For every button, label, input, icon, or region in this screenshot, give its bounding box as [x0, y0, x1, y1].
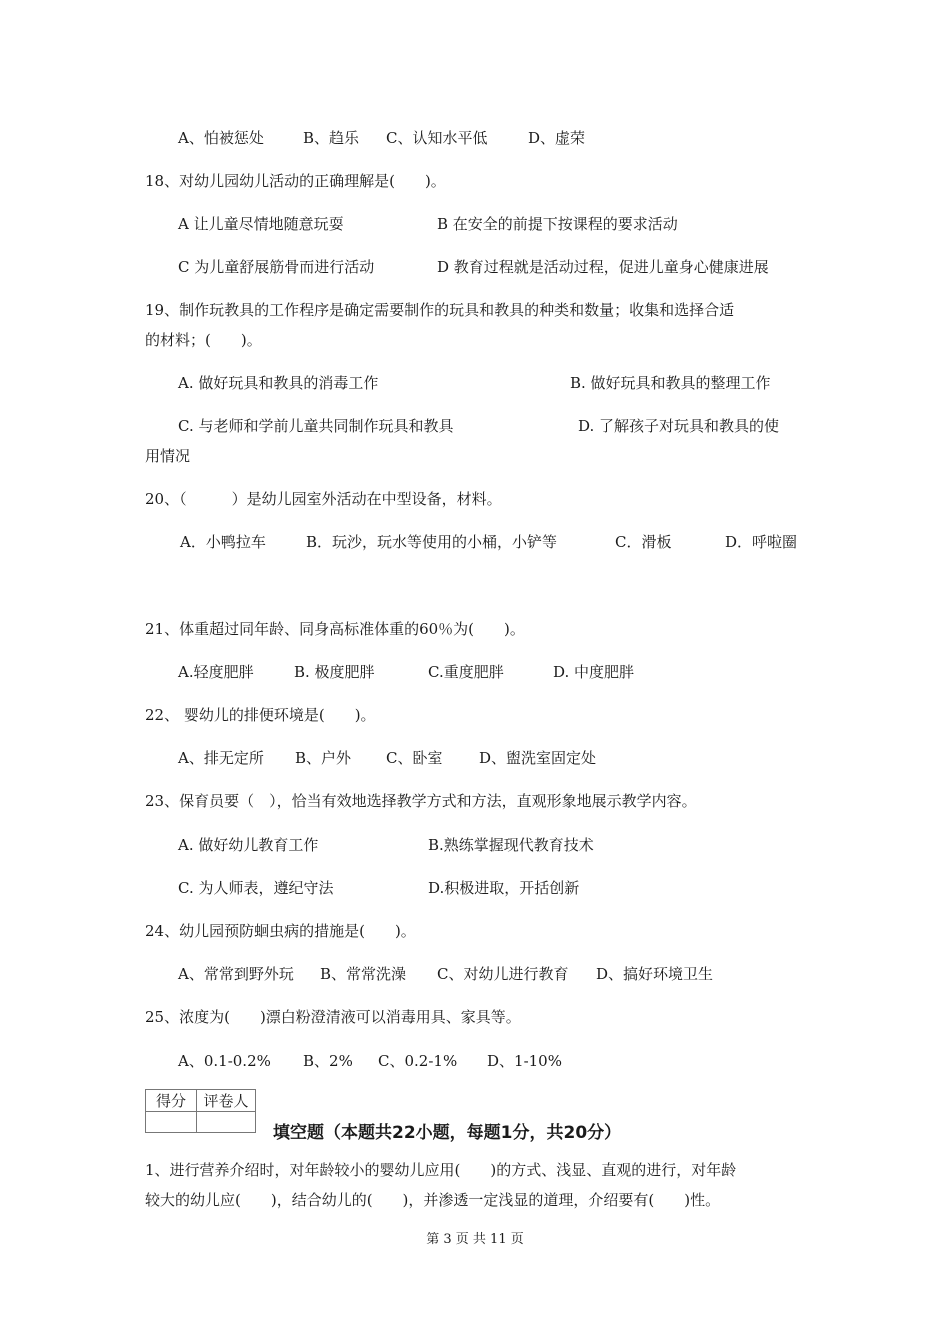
section-title: 填空题（本题共22小题，每题1分，共20分）	[273, 1123, 622, 1143]
q17-option-a: A、怕被惩处	[178, 129, 264, 147]
q22-option-d: D、盥洗室固定处	[479, 749, 597, 767]
q25-option-c: C、0.2-1%	[378, 1052, 458, 1070]
q19-option-b: B. 做好玩具和教具的整理工作	[570, 374, 771, 392]
score-cell	[146, 1112, 197, 1133]
q19-stem-line2: 的材料；( )。	[145, 331, 262, 349]
q18-option-d: D 教育过程就是活动过程，促进儿童身心健康进展	[437, 258, 769, 276]
page-footer: 第 3 页 共 11 页	[426, 1232, 524, 1247]
q25-option-d: D、1-10%	[487, 1052, 562, 1070]
q19-option-d-continued: 用情况	[145, 447, 191, 465]
q20-option-d: D．呼啦圈	[725, 533, 798, 551]
q19-option-a: A. 做好玩具和教具的消毒工作	[178, 374, 379, 392]
q23-option-a: A. 做好幼儿教育工作	[178, 836, 319, 854]
q22-option-a: A、排无定所	[178, 749, 264, 767]
q17-option-b: B、趋乐	[303, 129, 360, 147]
q21-option-c: C.重度肥胖	[428, 663, 504, 681]
q18-option-a: A 让儿童尽情地随意玩耍	[178, 215, 344, 233]
q22-option-c: C、卧室	[386, 749, 443, 767]
q17-option-c: C、认知水平低	[386, 129, 488, 147]
q22-option-b: B、户外	[295, 749, 352, 767]
q21-option-a: A.轻度肥胖	[178, 663, 254, 681]
q21-option-b: B. 极度肥胖	[294, 663, 375, 681]
q25-option-b: B、2%	[303, 1052, 353, 1070]
q25-option-a: A、0.1-0.2%	[178, 1052, 271, 1070]
q22-stem: 22、 婴幼儿的排便环境是( )。	[145, 706, 376, 724]
q23-option-d: D.积极进取，开括创新	[428, 879, 580, 897]
fill1-line1: 1、进行营养介绍时，对年龄较小的婴幼儿应用( )的方式、浅显、直观的进行，对年龄	[145, 1161, 737, 1179]
q18-option-b: B 在安全的前提下按课程的要求活动	[437, 215, 678, 233]
q24-option-a: A、常常到野外玩	[178, 965, 294, 983]
q24-option-c: C、对幼儿进行教育	[437, 965, 569, 983]
score-label: 得分	[146, 1090, 197, 1112]
q19-option-d: D. 了解孩子对玩具和教具的使	[578, 417, 780, 435]
q20-option-b: B．玩沙，玩水等使用的小桶，小铲等	[306, 533, 558, 551]
q25-stem: 25、浓度为( )漂白粉澄清液可以消毒用具、家具等。	[145, 1008, 521, 1026]
q23-option-b: B.熟练掌握现代教育技术	[428, 836, 594, 854]
q18-stem: 18、对幼儿园幼儿活动的正确理解是( )。	[145, 172, 446, 190]
q24-option-b: B、常常洗澡	[320, 965, 407, 983]
q23-stem: 23、保育员要（ ），恰当有效地选择教学方式和方法，直观形象地展示教学内容。	[145, 792, 697, 810]
fill1-line2: 较大的幼儿应( )，结合幼儿的( )，并渗透一定浅显的道理，介绍要有( )性。	[145, 1191, 721, 1209]
q18-option-c: C 为儿童舒展筋骨而进行活动	[178, 258, 375, 276]
q20-stem: 20、（ ）是幼儿园室外活动在中型设备，材料。	[145, 490, 502, 508]
q20-option-c: C．滑板	[615, 533, 672, 551]
q21-option-d: D. 中度肥胖	[553, 663, 635, 681]
q24-stem: 24、幼儿园预防蛔虫病的措施是( )。	[145, 922, 416, 940]
q17-option-d: D、虚荣	[528, 129, 586, 147]
grader-label: 评卷人	[197, 1090, 256, 1112]
q24-option-d: D、搞好环境卫生	[596, 965, 714, 983]
q19-stem-line1: 19、制作玩教具的工作程序是确定需要制作的玩具和教具的种类和数量；收集和选择合适	[145, 301, 735, 319]
q20-option-a: A．小鸭拉车	[180, 533, 266, 551]
q19-option-c: C. 与老师和学前儿童共同制作玩具和教具	[178, 417, 454, 435]
q23-option-c: C. 为人师表，遵纪守法	[178, 879, 334, 897]
q21-stem: 21、体重超过同年龄、同身高标准体重的60％为( )。	[145, 620, 525, 638]
score-box	[145, 1089, 256, 1133]
grader-cell	[197, 1112, 256, 1133]
